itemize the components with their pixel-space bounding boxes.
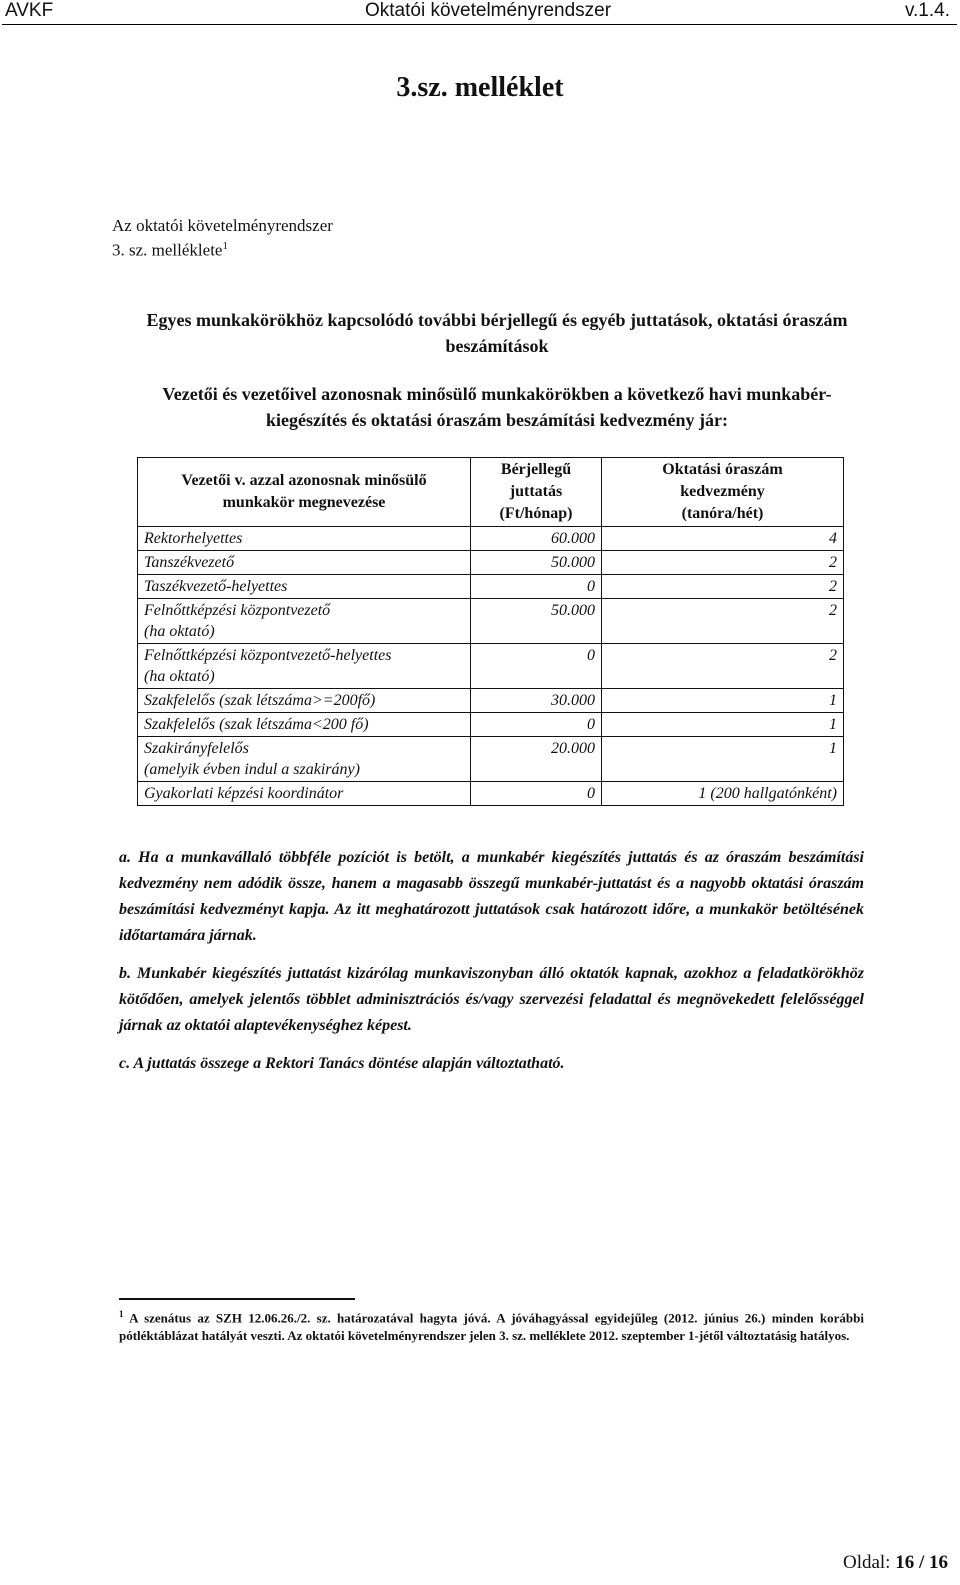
table-row: [138, 599, 844, 644]
table-row: [138, 782, 844, 806]
allowance-cell: 20.000: [471, 737, 602, 782]
hours-cell: 2: [602, 575, 844, 599]
table-header-row: [138, 458, 844, 527]
position-cell: Tanszékvezető: [138, 551, 471, 575]
header-divider: [2, 24, 957, 25]
position-cell: Szakfelelős (szak létszáma<200 fő): [138, 713, 471, 737]
document-title: Egyes munkakörökhöz kapcsolódó további bérjellegű és egyéb juttatások, oktatási óraszám beszámítások: [146, 309, 848, 356]
page-footer: [843, 1552, 948, 1574]
notes: [119, 845, 864, 1089]
document-reference-line1: Az oktatói követelményrendszer: [112, 216, 333, 235]
table-row: [138, 737, 844, 782]
hours-cell: 1: [602, 737, 844, 782]
header-center: Oktatói követelményrendszer: [365, 0, 612, 21]
hours-cell: 1: [602, 713, 844, 737]
page-header: [0, 0, 960, 24]
column-header-position: Vezetői v. azzal azonosnak minősülő munkakör megnevezése: [138, 458, 471, 527]
document-reference: [112, 215, 882, 261]
note-a: a. Ha a munkavállaló többféle pozíciót is betölt, a munkabér kiegészítés juttatás és az óraszám beszámítási kedvezmény nem adódik össze, hanem a magasabb összegű munkabér-juttatást és a nagyobb oktatási óraszám beszámítási kedvezményt kapja. Az itt meghatározott juttatások csak határozott időre, a munkakör betöltésének időtartamára járnak.: [119, 849, 864, 944]
table-row: [138, 713, 844, 737]
position-cell: Szakfelelős (szak létszáma>=200fő): [138, 689, 471, 713]
table-row: [138, 551, 844, 575]
page-separator: /: [914, 1552, 929, 1573]
document-reference-line2: 3. sz. melléklete: [112, 240, 223, 260]
position-cell: Szakirányfelelős (amelyik évben indul a szakirány): [138, 737, 471, 782]
table-row: [138, 644, 844, 689]
hours-cell: 1: [602, 689, 844, 713]
hours-cell: 2: [602, 644, 844, 689]
position-cell: Felnőttképzési központvezető-helyettes (ha oktató): [138, 644, 471, 689]
document-subtitle-line1: Vezetői és vezetőivel azonosnak minősülő munkakörökben a következő havi munkabér-: [162, 383, 832, 404]
header-right: v.1.4.: [904, 0, 950, 21]
footnote-marker: 1: [222, 240, 228, 252]
position-cell: Rektorhelyettes: [138, 527, 471, 551]
position-cell: Felnőttképzési központvezető (ha oktató): [138, 599, 471, 644]
allowance-cell: 30.000: [471, 689, 602, 713]
position-cell: Gyakorlati képzési koordinátor: [138, 782, 471, 806]
column-header-allowance: Bérjellegű juttatás (Ft/hónap): [471, 458, 602, 527]
document-subtitle-line2: kiegészítés és oktatási óraszám beszámítási kedvezmény jár:: [266, 409, 728, 430]
document-subtitle: [112, 381, 882, 433]
hours-cell: 2: [602, 551, 844, 575]
table-row: [138, 575, 844, 599]
allowance-cell: 0: [471, 713, 602, 737]
table-row: [138, 527, 844, 551]
hours-cell: 1 (200 hallgatónként): [602, 782, 844, 806]
footnote-number: 1: [119, 1309, 124, 1319]
footnote-divider: [119, 1298, 355, 1300]
allowance-cell: 0: [471, 782, 602, 806]
scanned-annex: [112, 215, 882, 1072]
page-number: 16: [895, 1552, 915, 1573]
header-left: AVKF: [5, 0, 54, 21]
allowance-cell: 0: [471, 644, 602, 689]
footnote: [119, 1305, 864, 1345]
note-b: b. Munkabér kiegészítés juttatást kizárólag munkaviszonyban álló oktatók kapnak, azokhoz a feladatkörökhöz kötődően, amelyek jelentős többlet adminisztrációs és/vagy szervezési feladattal és megnövekedett felelősséggel járnak az oktatói alaptevékenységhez képest.: [119, 965, 864, 1034]
hours-cell: 2: [602, 599, 844, 644]
page-label: Oldal:: [842, 1552, 896, 1573]
allowance-cell: 60.000: [471, 527, 602, 551]
allowance-cell: 0: [471, 575, 602, 599]
allowance-cell: 50.000: [471, 599, 602, 644]
column-header-teaching-hours: Oktatási óraszám kedvezmény (tanóra/hét): [602, 458, 844, 527]
note-c: c. A juttatás összege a Rektori Tanács döntése alapján változtatható.: [119, 1055, 565, 1072]
allowance-cell: 50.000: [471, 551, 602, 575]
page-total: 16: [929, 1552, 948, 1573]
table-row: [138, 689, 844, 713]
page-title: 3.sz. melléklet: [396, 72, 564, 103]
hours-cell: 4: [602, 527, 844, 551]
footnote-text: A szenátus az SZH 12.06.26./2. sz. határozatával hagyta jóvá. A jóváhagyással egyidejűleg (2012. június 26.) minden korábbi pótléktáblázat hatályát veszti. Az oktatói követelményrendszer jelen 3. sz. melléklete 2012. szeptember 1-jétől változtatásig hatályos.: [119, 1310, 864, 1344]
position-cell: Taszékvezető-helyettes: [138, 575, 471, 599]
allowance-table: [137, 457, 844, 806]
